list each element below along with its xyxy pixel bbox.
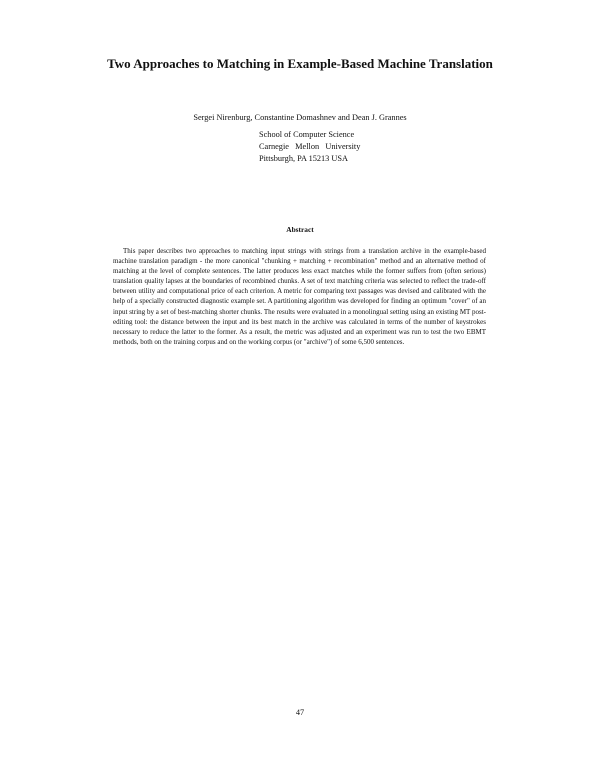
abstract-body: This paper describes two approaches to matching input strings with strings from a translation archive in the example-based machine translation paradigm - the more canonical "chunking + matching + recombination" method and an alternative method of matching at the level of complete sentences. The latter produces less exact matches while the former suffers from (often serious) translation quality lapses at the boundaries of recombined chunks. A set of text matching criteria was selected to reflect the trade-off between utility and computational price of each criterion. A metric for comparing text passages was devised and calibrated with the help of a specially constructed diagnostic example set. A partitioning algorithm was developed for finding an optimum "cover" of an input string by a set of best-matching shorter chunks. The results were evaluated in a monolingual setting using an existing MT post-editing tool: the distance between the input and its best match in the archive was calculated in terms of the number of keystrokes necessary to reduce the latter to the former. As a result, the metric was adjusted and an experiment was run to test the two EBMT methods, both on the training corpus and on the working corpus (or "archive") of some 6,500 sentences. [113,247,486,346]
affiliation-line-school: School of Computer Science [259,130,355,139]
affiliation-line-university: Carnegie Mellon University [259,142,361,151]
abstract-heading: Abstract [286,225,314,234]
affiliation-line-address: Pittsburgh, PA 15213 USA [259,154,348,163]
page-number: 47 [295,708,305,717]
paper-title: Two Approaches to Matching in Example-Based Machine Translation [107,56,493,71]
paper-authors: Sergei Nirenburg, Constantine Domashnev and Dean J. Grannes [193,113,407,122]
author-affiliation [259,129,360,165]
